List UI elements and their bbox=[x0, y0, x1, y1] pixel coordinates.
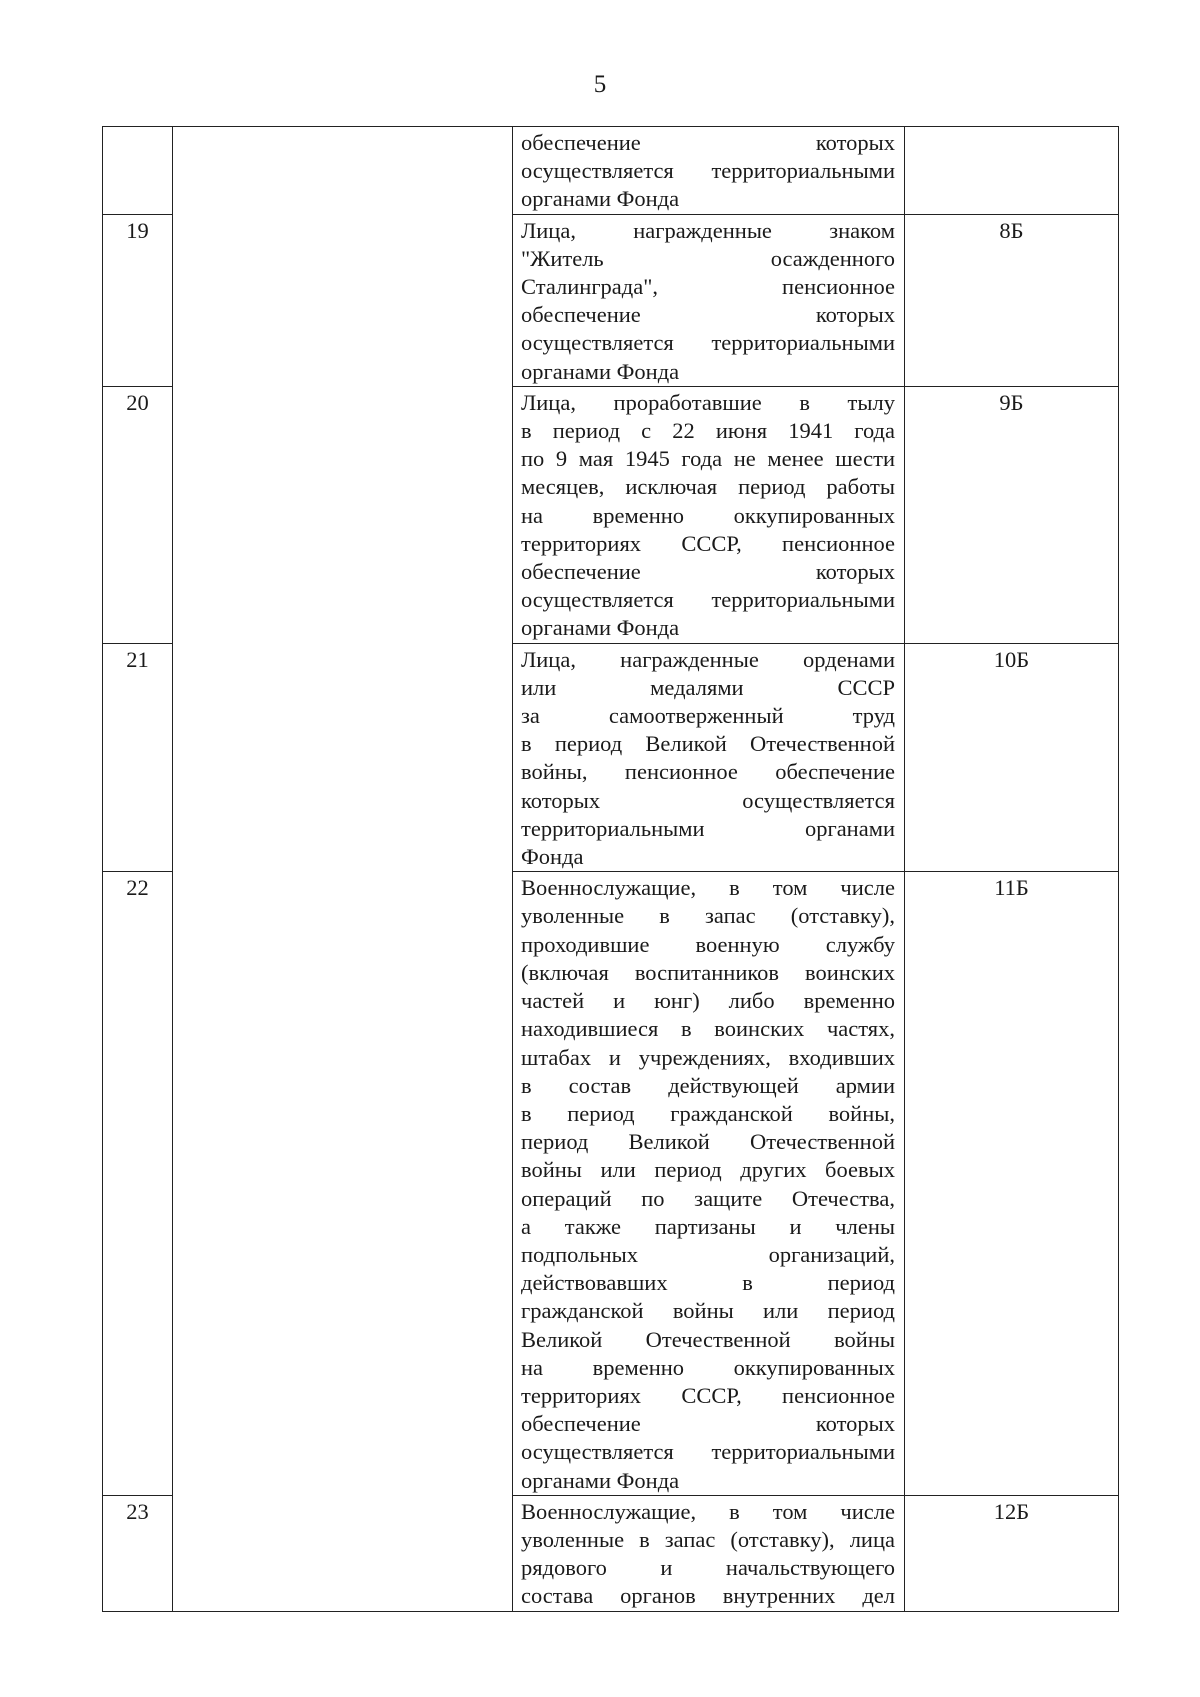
row-number-cell bbox=[103, 386, 173, 643]
description-line: месяцев, исключая период работы bbox=[521, 474, 895, 500]
description-line: Фонда bbox=[521, 844, 584, 870]
description-line: уволенные в запас (отставку), bbox=[521, 903, 895, 929]
row-number: 23 bbox=[126, 1498, 149, 1524]
description-line: Лица, награжденные орденами bbox=[521, 646, 895, 672]
description-line: органами Фонда bbox=[521, 358, 680, 384]
table-body bbox=[103, 127, 1119, 1612]
description-line: обеспечение которых bbox=[521, 130, 895, 155]
description-line: Военнослужащие, в том числе bbox=[521, 875, 895, 901]
description-line: осуществляется территориальными bbox=[521, 158, 895, 184]
category-description-cell bbox=[513, 127, 905, 215]
description-line: Сталинграда", пенсионное bbox=[521, 274, 895, 300]
description-line: осуществляется территориальными bbox=[521, 587, 895, 613]
category-code-cell bbox=[905, 214, 1119, 386]
description-line: территориях СССР, пенсионное bbox=[521, 530, 895, 556]
row-number bbox=[103, 127, 172, 129]
description-line: территориальными органами bbox=[521, 815, 895, 841]
category-description-cell bbox=[513, 872, 905, 1495]
category-code: 10Б bbox=[993, 646, 1030, 672]
description-line: обеспечение которых bbox=[521, 1411, 895, 1437]
description-line: на временно оккупированных bbox=[521, 502, 895, 528]
description-line: частей и юнг) либо временно bbox=[521, 988, 895, 1014]
category-description-cell bbox=[513, 1495, 905, 1611]
description-line: за самоотверженный труд bbox=[521, 703, 895, 729]
description-line: штабах и учреждениях, входивших bbox=[521, 1044, 895, 1070]
description-line: территориях СССР, пенсионное bbox=[521, 1382, 895, 1408]
row-number: 19 bbox=[126, 217, 149, 243]
description-line: гражданской войны или период bbox=[521, 1298, 895, 1324]
description-line: рядового и начальствующего bbox=[521, 1555, 895, 1581]
description-line: органами Фонда bbox=[521, 615, 680, 641]
description-line: период Великой Отечественной bbox=[521, 1129, 895, 1155]
description-line: или медалями СССР bbox=[521, 674, 895, 700]
category-description-cell bbox=[513, 643, 905, 872]
description-line: проходившие военную службу bbox=[521, 931, 895, 957]
benefit-categories-table bbox=[102, 126, 1119, 1612]
description-line: в период с 22 июня 1941 года bbox=[521, 418, 895, 444]
category-code-cell bbox=[905, 643, 1119, 872]
description-line: действовавших в период bbox=[521, 1270, 895, 1296]
page-number: 5 bbox=[593, 71, 607, 98]
category-group-cell bbox=[173, 127, 513, 1612]
category-code-cell bbox=[905, 127, 1119, 215]
description-line: "Житель осажденного bbox=[521, 245, 895, 271]
description-line: состава органов внутренних дел bbox=[521, 1583, 895, 1609]
category-code: 12Б bbox=[993, 1498, 1030, 1524]
category-code-cell bbox=[905, 872, 1119, 1495]
row-number: 21 bbox=[126, 646, 149, 672]
description-line: войны, пенсионное обеспечение bbox=[521, 759, 895, 785]
description-line: в период Великой Отечественной bbox=[521, 731, 895, 757]
row-number-cell bbox=[103, 872, 173, 1495]
description-line: Лица, награжденные знаком bbox=[521, 217, 895, 243]
description-line: которых осуществляется bbox=[521, 787, 895, 813]
row-number-cell bbox=[103, 1495, 173, 1611]
description-line: операций по защите Отечества, bbox=[521, 1185, 895, 1211]
row-number: 22 bbox=[126, 875, 149, 901]
row-number-cell bbox=[103, 214, 173, 386]
row-number-cell bbox=[103, 643, 173, 872]
description-line: уволенные в запас (отставку), лица bbox=[521, 1526, 895, 1552]
row-number-cell bbox=[103, 127, 173, 215]
category-code-cell bbox=[905, 386, 1119, 643]
description-line: а также партизаны и члены bbox=[521, 1213, 895, 1239]
description-line: в период гражданской войны, bbox=[521, 1100, 895, 1126]
category-code bbox=[905, 127, 1118, 129]
description-line: войны или период других боевых bbox=[521, 1157, 895, 1183]
description-line: по 9 мая 1945 года не менее шести bbox=[521, 446, 895, 472]
description-line: в состав действующей армии bbox=[521, 1072, 895, 1098]
category-code: 11Б bbox=[994, 875, 1029, 901]
description-line: находившиеся в воинских частях, bbox=[521, 1016, 895, 1042]
category-code: 9Б bbox=[999, 389, 1024, 415]
description-line: осуществляется территориальными bbox=[521, 330, 895, 356]
row-number: 20 bbox=[126, 389, 149, 415]
description-line: органами Фонда bbox=[521, 1467, 680, 1493]
description-line: обеспечение которых bbox=[521, 302, 895, 328]
description-line: Военнослужащие, в том числе bbox=[521, 1498, 895, 1524]
description-line: на временно оккупированных bbox=[521, 1354, 895, 1380]
description-line: подпольных организаций, bbox=[521, 1241, 895, 1267]
category-code-cell bbox=[905, 1495, 1119, 1611]
description-line: Лица, проработавшие в тылу bbox=[521, 389, 895, 415]
description-line: Великой Отечественной войны bbox=[521, 1326, 895, 1352]
category-description-cell bbox=[513, 214, 905, 386]
table-row bbox=[103, 127, 1119, 215]
description-line: осуществляется территориальными bbox=[521, 1439, 895, 1465]
description-line: (включая воспитанников воинских bbox=[521, 959, 895, 985]
category-code: 8Б bbox=[999, 217, 1024, 243]
description-line: обеспечение которых bbox=[521, 559, 895, 585]
description-line: органами Фонда bbox=[521, 186, 680, 212]
category-description-cell bbox=[513, 386, 905, 643]
